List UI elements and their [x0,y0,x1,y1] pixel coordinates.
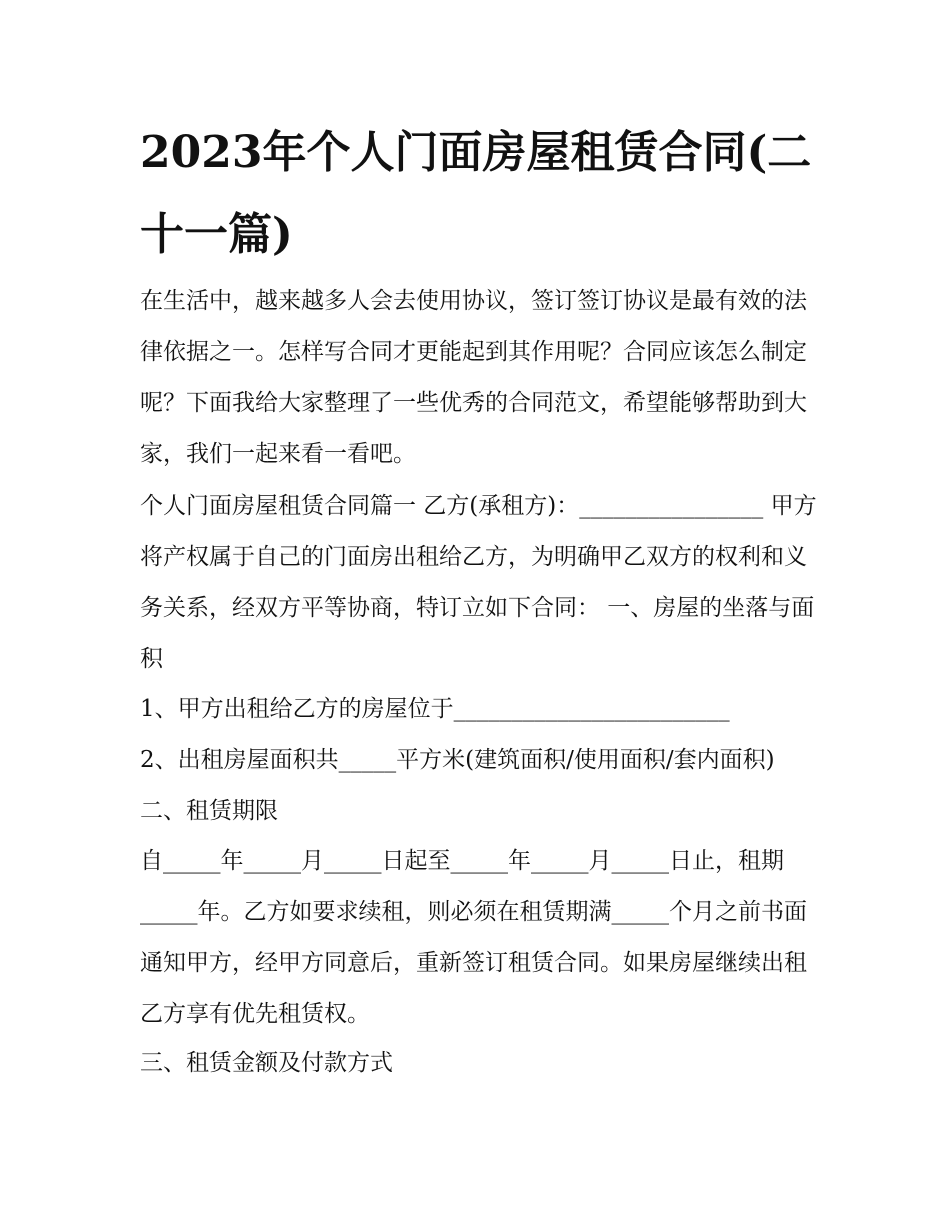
clause-area-paragraph: 2、出租房屋面积共_____平方米(建筑面积/使用面积/套内面积) 二、租赁期限 [140,747,775,824]
lease-term-paragraph: 自_____年_____月_____日起至_____年_____月_____日止，租期_____年。乙方如要求续租，则必须在租赁期满_____个月之前书面通知甲方，经甲方同意后，重新签订租赁合同。如果房屋继续出租乙方享有优先租赁权。 [140,848,807,1027]
document-title: 2023年个人门面房屋租赁合同(二十一篇) [140,127,812,260]
clause-location-paragraph: 1、甲方出租给乙方的房屋位于________________________ [140,696,730,722]
contract-preamble-paragraph: 个人门面房屋租赁合同篇一 乙方(承租方)：________________ 甲方将产权属于自己的门面房出租给乙方，为明确甲乙双方的权利和义务关系，经双方平等协商，特订立如下合同： 一、房屋的坐落与面积 [140,493,817,672]
intro-paragraph: 在生活中，越来越多人会去使用协议，签订签订协议是最有效的法律依据之一。怎样写合同才更能起到其作用呢？合同应该怎么制定呢？下面我给大家整理了一些优秀的合同范文，希望能够帮助到大家，我们一起来看一看吧。 [140,288,807,467]
section-heading-payment: 三、租赁金额及付款方式 [140,1050,393,1076]
